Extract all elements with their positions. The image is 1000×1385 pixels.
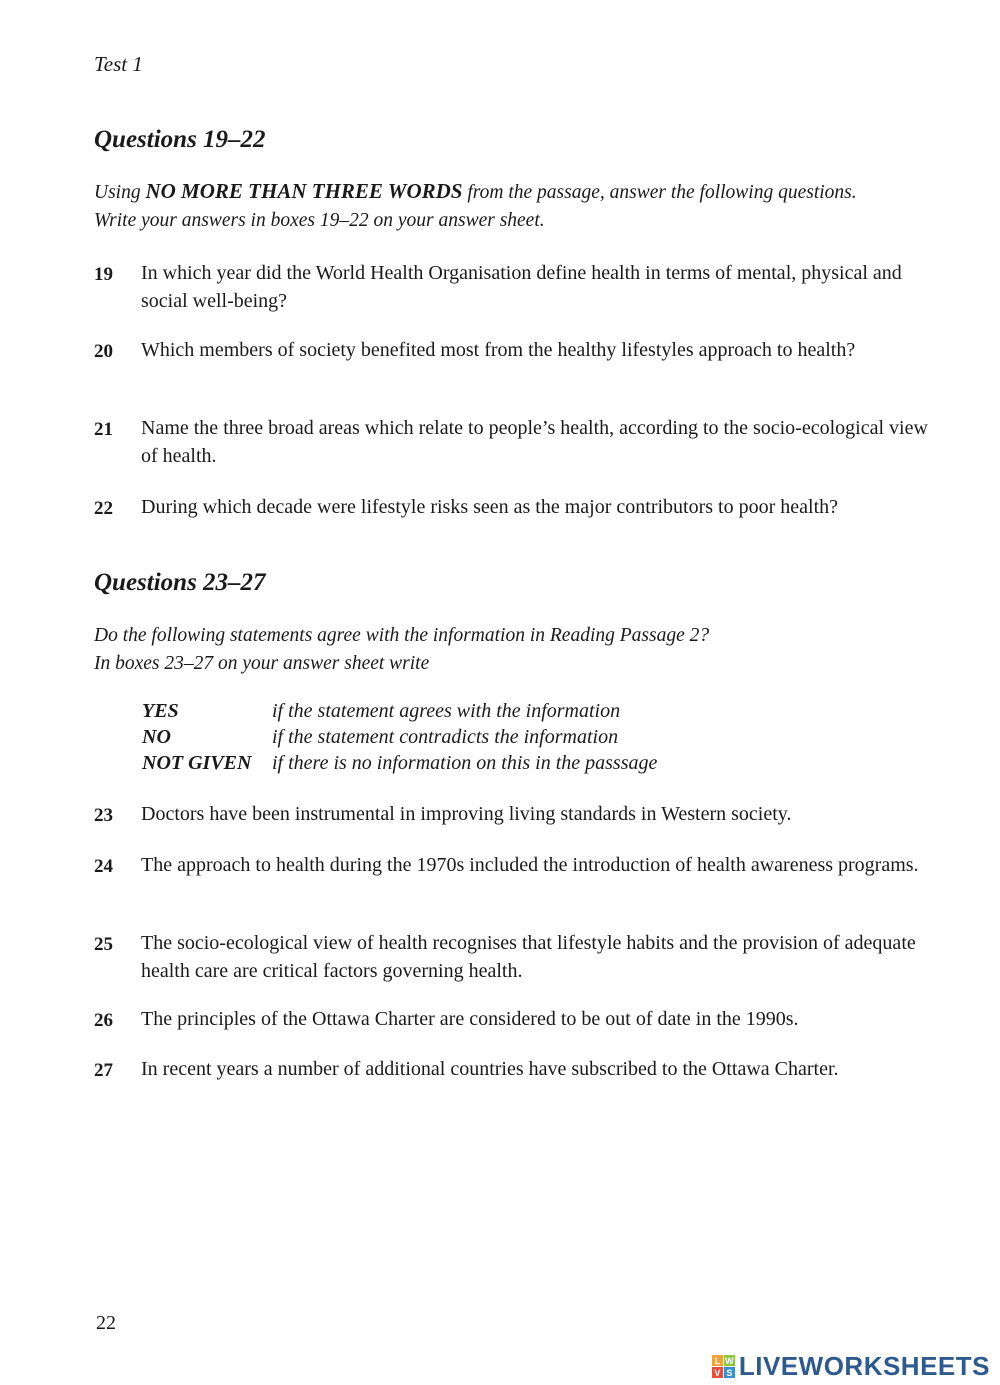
question-item bbox=[94, 259, 944, 315]
legend-key: NO bbox=[142, 726, 171, 748]
question-number: 26 bbox=[94, 1010, 113, 1031]
brand-name: LIVEWORKSHEETS bbox=[738, 1351, 990, 1381]
legend-description: if there is no information on this in the passsage bbox=[272, 752, 658, 774]
question-number: 27 bbox=[94, 1060, 113, 1081]
question-text: During which decade were lifestyle risks seen as the major contributors to poor health? bbox=[141, 496, 839, 518]
instruction-line-2: In boxes 23–27 on your answer sheet write bbox=[94, 653, 430, 674]
question-item bbox=[94, 929, 944, 985]
logo-tile: S bbox=[724, 1367, 735, 1378]
question-number: 20 bbox=[94, 341, 113, 362]
logo-tile: W bbox=[725, 1355, 734, 1366]
logo-tile: L bbox=[712, 1355, 723, 1366]
section-title-23-27: Questions 23–27 bbox=[94, 569, 266, 596]
question-item bbox=[94, 1055, 944, 1083]
question-number: 23 bbox=[94, 805, 113, 826]
question-item bbox=[94, 336, 944, 364]
question-item bbox=[94, 414, 944, 470]
question-text: In recent years a number of additional countries have subscribed to the Ottawa Charter. bbox=[141, 1058, 839, 1080]
liveworksheets-logo-icon bbox=[712, 1355, 735, 1378]
legend-row-no bbox=[142, 724, 657, 750]
legend-description: if the statement contradicts the information bbox=[272, 726, 619, 748]
instruction-line-1: Do the following statements agree with the information in Reading Passage 2? bbox=[94, 625, 710, 646]
question-text: Name the three broad areas which relate to people’s health, according to the socio-ecological view of health. bbox=[141, 417, 928, 467]
question-text: The approach to health during the 1970s included the introduction of health awareness programs. bbox=[141, 854, 919, 876]
question-item bbox=[94, 1005, 944, 1033]
question-number: 19 bbox=[94, 264, 113, 285]
instruction-line-1: Using NO MORE THAN THREE WORDS from the passage, answer the following questions. bbox=[94, 179, 857, 203]
word-limit-emphasis: NO MORE THAN THREE WORDS bbox=[145, 179, 463, 203]
logo-tile: V bbox=[712, 1367, 723, 1378]
legend-key: YES bbox=[142, 700, 179, 722]
question-item bbox=[94, 800, 944, 828]
question-item bbox=[94, 851, 944, 879]
question-item bbox=[94, 493, 944, 521]
question-text: The principles of the Ottawa Charter are considered to be out of date in the 1990s. bbox=[141, 1008, 799, 1030]
question-text: Doctors have been instrumental in improving living standards in Western society. bbox=[141, 803, 792, 825]
legend-row-yes bbox=[142, 698, 657, 724]
question-number: 25 bbox=[94, 934, 113, 955]
question-number: 24 bbox=[94, 856, 113, 877]
question-text: Which members of society benefited most from the healthy lifestyles approach to health? bbox=[141, 339, 856, 361]
question-number: 21 bbox=[94, 419, 113, 440]
instructions-19-22 bbox=[94, 177, 954, 235]
question-text: The socio-ecological view of health recognises that lifestyle habits and the provision of adequate health care are critical factors governing health. bbox=[141, 932, 916, 982]
running-head: Test 1 bbox=[94, 52, 143, 76]
legend-row-not-given bbox=[142, 750, 657, 776]
answer-key-legend bbox=[142, 698, 657, 776]
question-text: In which year did the World Health Organisation define health in terms of mental, physical and social well-being? bbox=[141, 262, 902, 312]
instruction-line-2: Write your answers in boxes 19–22 on your answer sheet. bbox=[94, 210, 545, 231]
instructions-23-27 bbox=[94, 622, 954, 678]
question-number: 22 bbox=[94, 498, 113, 519]
liveworksheets-brand[interactable] bbox=[712, 1351, 990, 1382]
legend-key: NOT GIVEN bbox=[142, 752, 252, 774]
legend-description: if the statement agrees with the information bbox=[272, 700, 621, 722]
page-number: 22 bbox=[96, 1312, 116, 1334]
section-title-19-22: Questions 19–22 bbox=[94, 126, 266, 153]
